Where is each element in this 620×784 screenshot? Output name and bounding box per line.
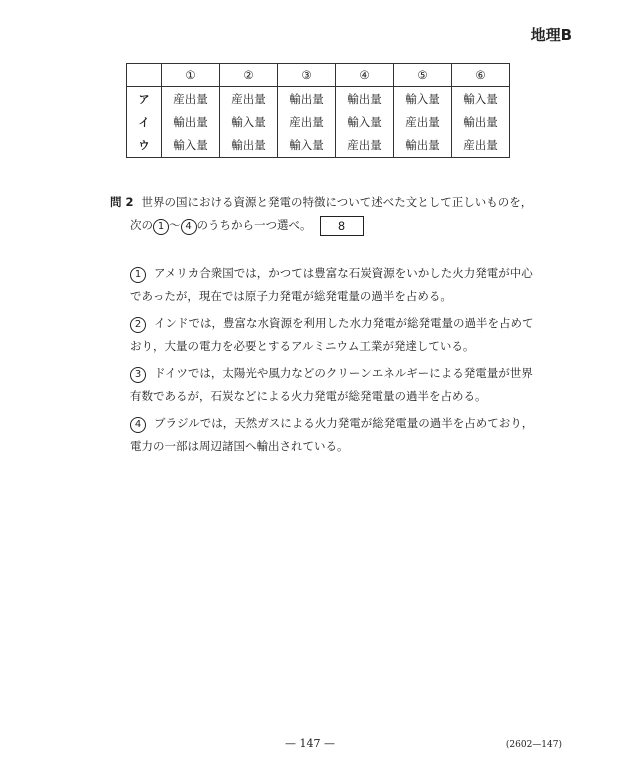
question-text-suffix: のうちから一つ選べ。 — [196, 218, 312, 232]
table-header-row — [127, 64, 510, 87]
column-header: ① — [162, 64, 220, 87]
table-cell: 産出量 — [231, 91, 266, 106]
table-corner-cell — [127, 64, 162, 87]
choice-item[interactable] — [130, 412, 534, 458]
choice-text: アメリカ合衆国では，かつては豊富な石炭資源をいかした火力発電が中心 — [154, 266, 533, 280]
table-cell: 輸入量 — [405, 91, 440, 106]
table-cell: 輸出量 — [405, 137, 440, 152]
table-body-row — [127, 87, 510, 158]
question-block — [110, 191, 533, 233]
choice-number: 3 — [130, 367, 146, 383]
table-cell: 産出量 — [347, 137, 382, 152]
column-header: ③ — [278, 64, 336, 87]
choices-list — [130, 262, 534, 462]
row-label: イ — [138, 115, 150, 129]
table-cell: 輸入量 — [463, 91, 498, 106]
choice-number: 1 — [130, 267, 146, 283]
table-cell: 産出量 — [173, 91, 208, 106]
choice-text: インドでは，豊富な水資源を利用した水力発電が総発電量の過半を占めて — [154, 316, 534, 330]
answer-options-table — [126, 63, 510, 158]
column-header: ⑤ — [394, 64, 452, 87]
row-label: ア — [138, 92, 150, 106]
choice-item[interactable] — [130, 362, 534, 408]
question-line-2 — [130, 214, 364, 237]
table-cell: 輸入量 — [289, 137, 324, 152]
answer-box[interactable]: 8 — [320, 216, 364, 236]
table-cell: 輸入量 — [173, 137, 208, 152]
subject-title: 地理B — [530, 26, 572, 44]
question-number: 問 2 — [110, 195, 134, 209]
option-column-2 — [220, 87, 278, 158]
option-column-6 — [452, 87, 510, 158]
question-text: 世界の国における資源と発電の特徴について述べた文として正しいものを， — [141, 195, 533, 209]
column-header: ⑥ — [452, 64, 510, 87]
option-column-4 — [336, 87, 394, 158]
question-line-1 — [110, 191, 532, 214]
choice-text-cont: おり，大量の電力を必要とするアルミニウム工業が発達している。 — [130, 339, 475, 353]
table-cell: 輸出量 — [347, 91, 382, 106]
choice-text-cont: 電力の一部は周辺諸国へ輸出されている。 — [130, 439, 349, 453]
table-cell: 産出量 — [289, 114, 324, 129]
page-number: — 147 — — [285, 737, 335, 750]
option-column-1 — [162, 87, 220, 158]
option-column-3 — [278, 87, 336, 158]
choice-text-cont: 有数であるが，石炭などによる火力発電が総発電量の過半を占める。 — [130, 389, 487, 403]
table-cell: 輸出量 — [231, 137, 266, 152]
table-cell: 産出量 — [405, 114, 440, 129]
table-cell: 産出量 — [463, 137, 498, 152]
choice-item[interactable] — [130, 312, 534, 358]
table-cell: 輸入量 — [347, 114, 382, 129]
table-cell: 輸出量 — [463, 114, 498, 129]
option-column-5 — [394, 87, 452, 158]
choice-text: ブラジルでは，天然ガスによる火力発電が総発電量の過半を占めており， — [154, 416, 534, 430]
choice-item[interactable] — [130, 262, 534, 308]
choice-text: ドイツでは，太陽光や風力などのクリーンエネルギーによる発電量が世界 — [154, 366, 533, 380]
row-label: ウ — [138, 138, 150, 152]
column-header: ② — [220, 64, 278, 87]
choice-number: 2 — [130, 317, 146, 333]
column-header: ④ — [336, 64, 394, 87]
row-labels-cell — [127, 87, 162, 158]
table-cell: 輸入量 — [231, 114, 266, 129]
table-cell: 輸出量 — [173, 114, 208, 129]
range-separator: ～ — [169, 218, 181, 232]
table-cell: 輸出量 — [289, 91, 324, 106]
range-from-number: 1 — [153, 219, 169, 235]
range-to-number: 4 — [181, 219, 197, 235]
question-text-prefix: 次の — [130, 218, 153, 232]
choice-number: 4 — [130, 417, 146, 433]
choice-text-cont: であったが，現在では原子力発電が総発電量の過半を占める。 — [130, 289, 452, 303]
page-code: (2602—147) — [505, 740, 562, 750]
